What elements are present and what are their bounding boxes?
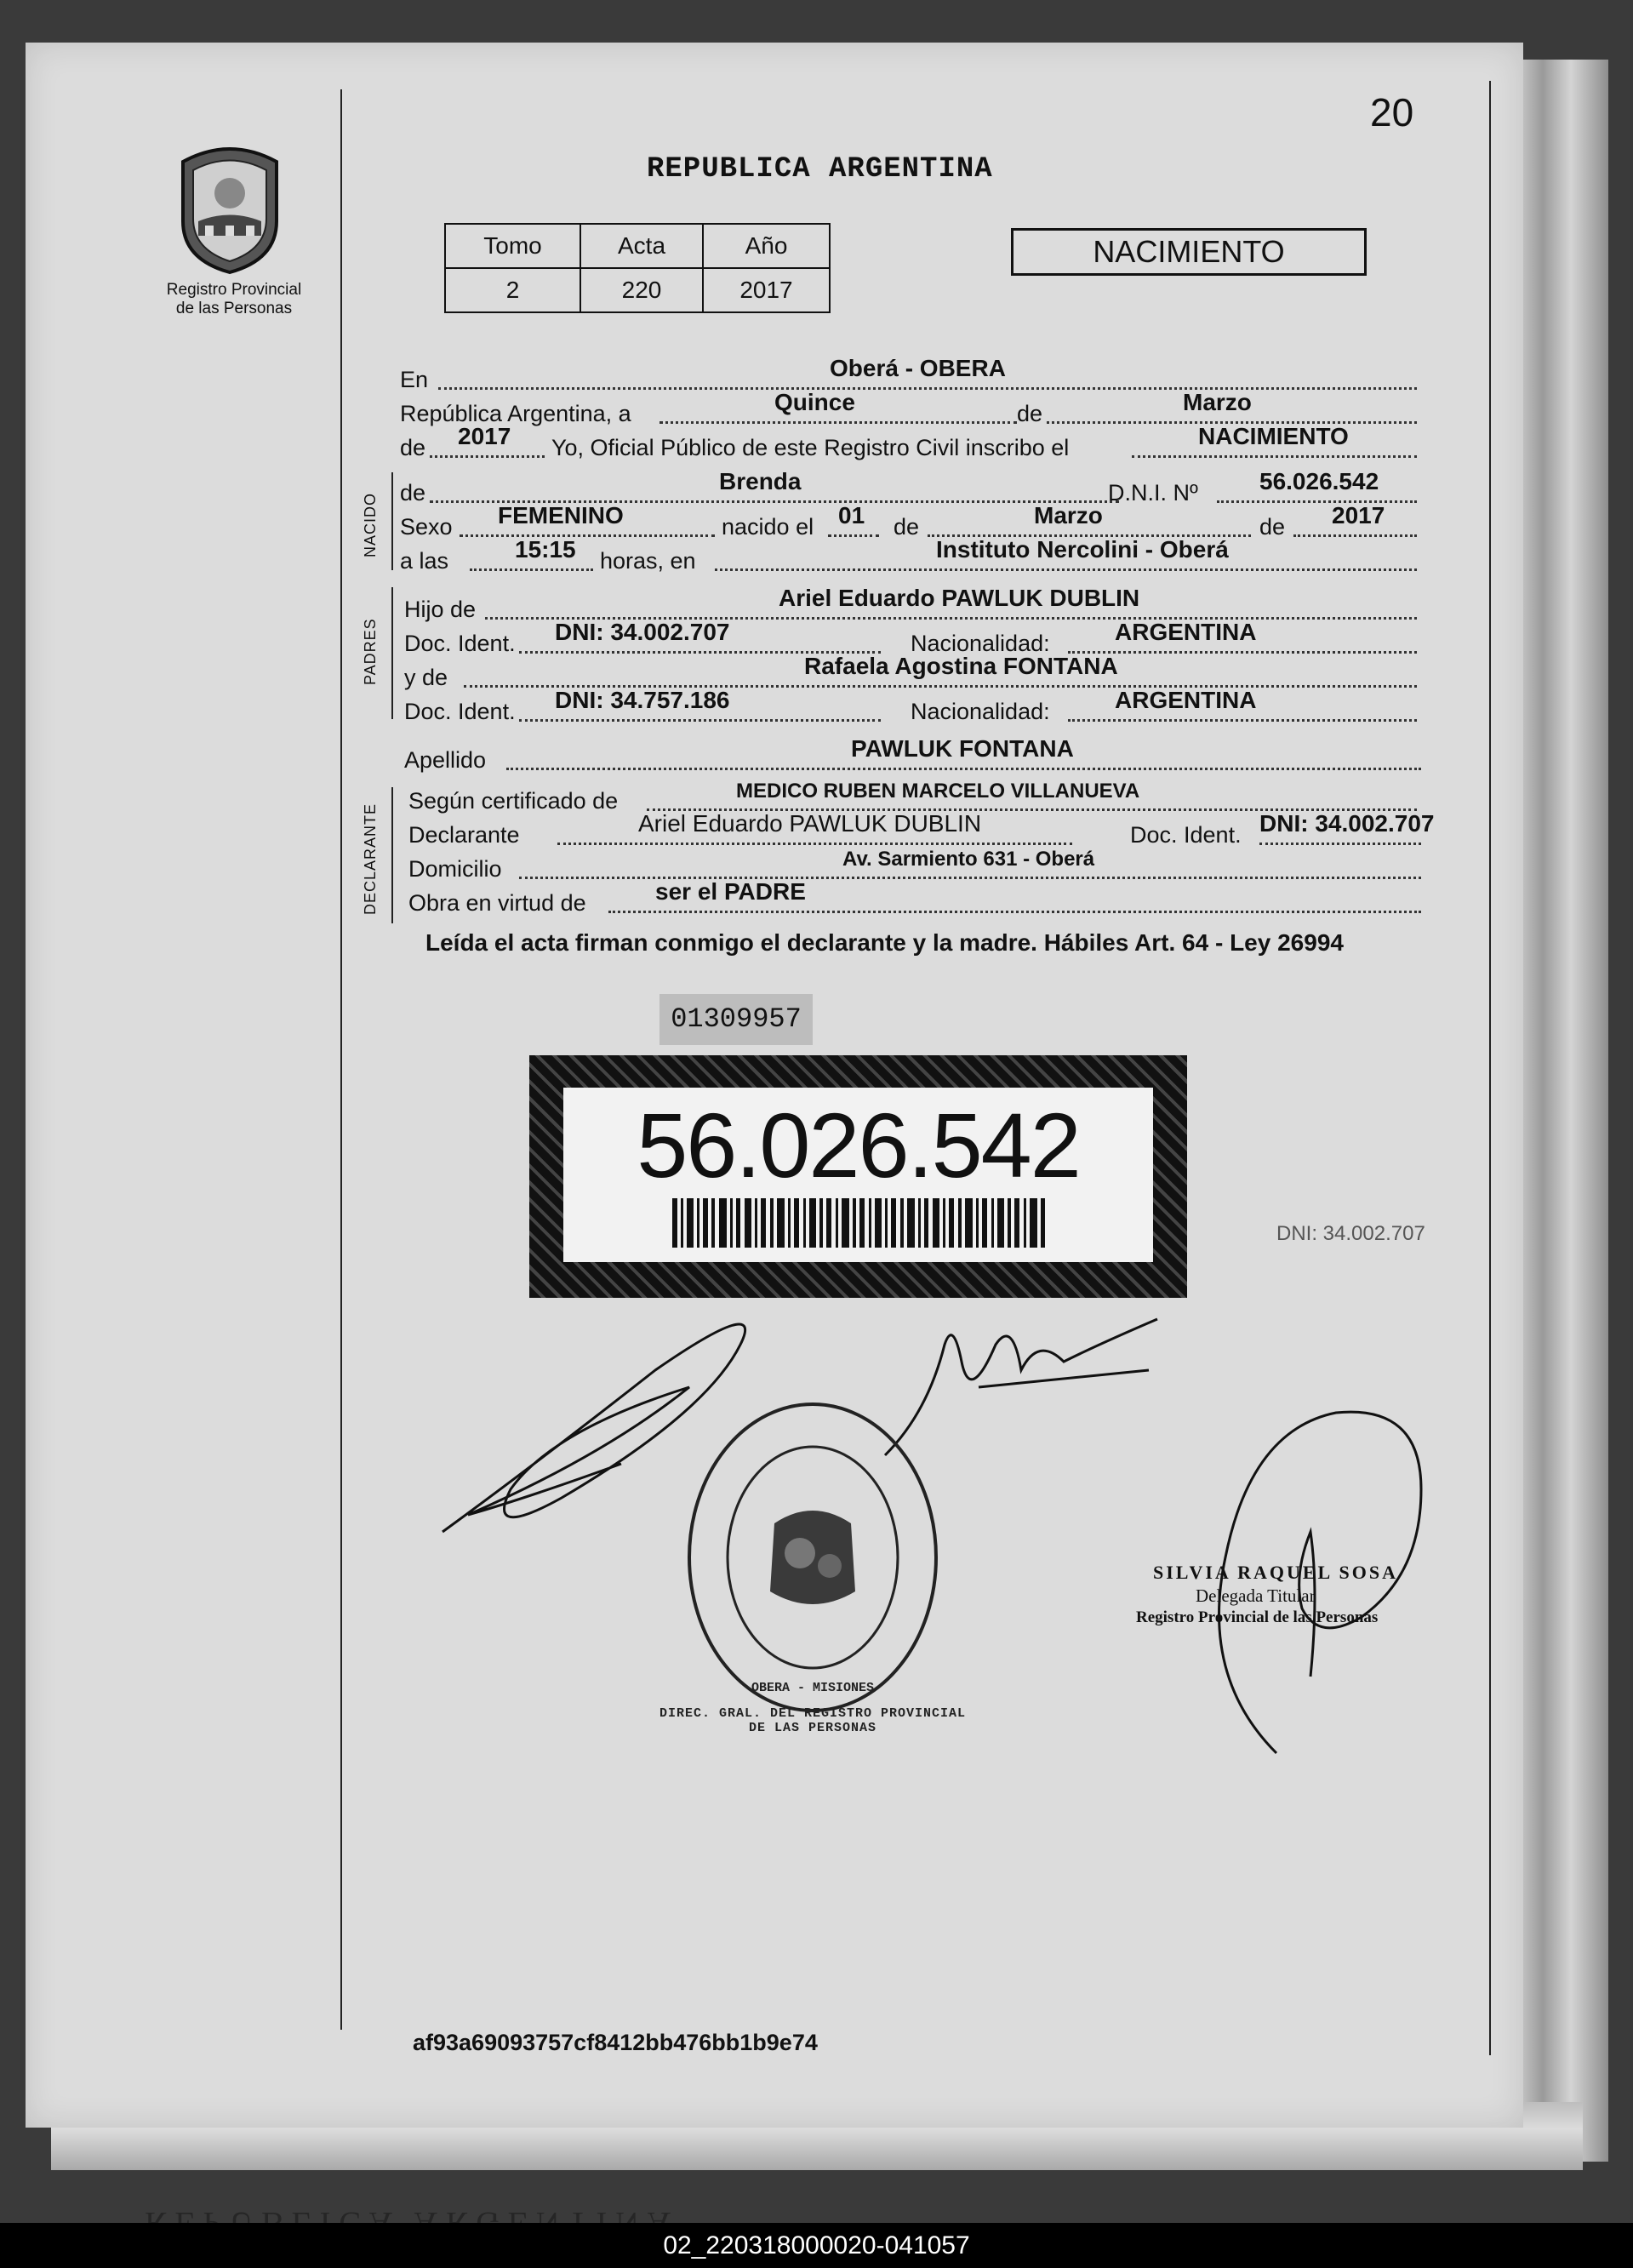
dotted-line xyxy=(828,534,879,537)
label-segun: Según certificado de xyxy=(408,788,619,814)
dotted-line xyxy=(608,911,1421,913)
label-de: de xyxy=(1259,514,1286,540)
value-declarant-doc: DNI: 34.002.707 xyxy=(1259,810,1435,837)
side-label-declarant: DECLARANTE xyxy=(362,803,379,915)
table-header-tomo: Tomo xyxy=(445,224,580,268)
dotted-line xyxy=(1293,534,1417,537)
label-nacionalidad: Nacionalidad: xyxy=(911,631,1050,656)
value-father-nat: ARGENTINA xyxy=(1115,619,1257,645)
line-address xyxy=(400,848,1438,887)
country-title: REPUBLICA ARGENTINA xyxy=(647,153,993,186)
value-father-doc: DNI: 34.002.707 xyxy=(555,619,730,645)
label-declarante: Declarante xyxy=(408,822,520,848)
value-declarant: Ariel Eduardo PAWLUK DUBLIN xyxy=(638,810,982,837)
label-nacido-el: nacido el xyxy=(722,514,814,540)
label-doc-ident-short: Doc. Ident. xyxy=(1130,822,1242,848)
value-month: Marzo xyxy=(1183,389,1252,415)
table-value-acta: 220 xyxy=(580,268,703,312)
table-header-ano: Año xyxy=(703,224,830,268)
label-sexo: Sexo xyxy=(400,514,453,540)
value-birth-place: Instituto Nercolini - Oberá xyxy=(936,536,1229,563)
label-republica: República Argentina, a xyxy=(400,401,631,426)
label-obra: Obra en virtud de xyxy=(408,890,586,916)
label-en: En xyxy=(400,367,429,392)
value-surname: PAWLUK FONTANA xyxy=(851,735,1074,762)
line-capacity xyxy=(400,878,1438,921)
dotted-line xyxy=(557,843,1072,845)
value-father: Ariel Eduardo PAWLUK DUBLIN xyxy=(779,585,1140,611)
emblem-caption-line1: Registro Provincial xyxy=(166,281,302,299)
value-year: 2017 xyxy=(458,423,511,449)
dotted-line xyxy=(659,421,1017,424)
left-margin-line xyxy=(340,89,342,2030)
province-emblem-icon xyxy=(166,140,294,277)
value-time: 15:15 xyxy=(515,536,576,563)
dotted-line xyxy=(1132,455,1417,458)
dotted-line xyxy=(1259,843,1421,845)
value-dni: 56.026.542 xyxy=(1259,468,1379,494)
document-hash: af93a69093757cf8412bb476bb1b9e74 xyxy=(413,2030,818,2055)
value-act-type: NACIMIENTO xyxy=(1198,423,1349,449)
official-office: Registro Provincial de las Personas xyxy=(1136,1608,1379,1626)
registry-table xyxy=(444,223,831,313)
dotted-line xyxy=(715,568,1417,571)
official-name: SILVIA RAQUEL SOSA xyxy=(1153,1562,1398,1583)
side-label-parents: PADRES xyxy=(362,618,379,685)
record-type-box: NACIMIENTO xyxy=(1011,228,1367,276)
emblem-caption-line2: de las Personas xyxy=(175,300,293,317)
value-mother-nat: ARGENTINA xyxy=(1115,687,1257,713)
dotted-line xyxy=(430,455,545,458)
dotted-line xyxy=(1217,500,1417,503)
sticker-label xyxy=(563,1088,1153,1262)
declarant-section-bracket xyxy=(391,787,393,923)
value-certificate: MEDICO RUBEN MARCELO VILLANUEVA xyxy=(736,780,1140,803)
value-capacity: ser el PADRE xyxy=(655,878,806,905)
official-stamp-icon xyxy=(681,1396,945,1719)
image-caption: 02_220318000020-041057 xyxy=(0,2223,1633,2268)
value-address: Av. Sarmiento 631 - Oberá xyxy=(842,848,1095,871)
label-domicilio: Domicilio xyxy=(408,856,502,882)
label-de: de xyxy=(894,514,920,540)
dotted-line xyxy=(460,534,715,537)
side-label-born: NACIDO xyxy=(362,492,379,557)
line-surname xyxy=(400,735,1438,778)
label-apellido: Apellido xyxy=(404,747,487,773)
value-name: Brenda xyxy=(719,468,802,494)
dotted-line xyxy=(1068,651,1417,654)
serial-number: 01309957 xyxy=(659,994,813,1045)
value-place: Oberá - OBERA xyxy=(830,355,1006,381)
official-role: Delegada Titular xyxy=(1196,1585,1316,1606)
dotted-line xyxy=(1068,719,1417,722)
id-sticker xyxy=(529,1055,1187,1298)
value-mother: Rafaela Agostina FONTANA xyxy=(804,653,1118,679)
value-birth-month: Marzo xyxy=(1034,502,1103,528)
value-birth-day: 01 xyxy=(838,502,865,528)
label-de: de xyxy=(1017,401,1043,426)
label-y-de: y de xyxy=(404,665,448,690)
born-section-bracket xyxy=(391,472,393,570)
sticker-number: 56.026.542 xyxy=(637,1094,1080,1197)
right-margin-line xyxy=(1489,81,1491,2055)
label-nacionalidad: Nacionalidad: xyxy=(911,699,1050,724)
barcode-icon xyxy=(672,1198,1047,1248)
label-horas-en: horas, en xyxy=(600,548,696,574)
value-birth-year: 2017 xyxy=(1332,502,1385,528)
book-edge xyxy=(1515,60,1608,2162)
label-de: de xyxy=(400,480,426,506)
legal-footnote: Leída el acta firman conmigo el declarante y la madre. Hábiles Art. 64 - Ley 26994 xyxy=(425,929,1344,956)
line-time-place xyxy=(400,536,1438,579)
label-doc-ident: Doc. Ident. xyxy=(404,699,516,724)
table-header-acta: Acta xyxy=(580,224,703,268)
label-a-las: a las xyxy=(400,548,449,574)
line-place xyxy=(400,355,1438,397)
line-inscription xyxy=(400,423,1438,466)
label-hijo-de: Hijo de xyxy=(404,597,477,622)
dotted-line xyxy=(506,768,1421,770)
table-value-tomo: 2 xyxy=(445,268,580,312)
label-dni: D.N.I. Nº xyxy=(1108,480,1198,506)
table-value-ano: 2017 xyxy=(703,268,830,312)
dotted-line xyxy=(438,387,1417,390)
emblem-caption xyxy=(145,281,323,318)
dotted-line xyxy=(519,877,1421,879)
label-yo: Yo, Oficial Público de este Registro Civil inscribo el xyxy=(551,435,1070,460)
parents-section-bracket xyxy=(391,587,393,719)
dotted-line xyxy=(470,568,593,571)
value-mother-doc: DNI: 34.757.186 xyxy=(555,687,730,713)
label-de: de xyxy=(400,435,426,460)
stamp-ring-text: DIREC. GRAL. DEL REGISTRO PROVINCIAL DE LAS PERSONAS xyxy=(659,1706,967,1735)
value-sex: FEMENINO xyxy=(498,502,624,528)
line-mother-doc xyxy=(400,687,1438,729)
bleed-through-dni: DNI: 34.002.707 xyxy=(1276,1222,1425,1245)
value-day: Quince xyxy=(774,389,855,415)
stamp-inner-text: OBERA - MISIONES xyxy=(751,1681,875,1695)
dotted-line xyxy=(519,719,881,722)
label-doc-ident: Doc. Ident. xyxy=(404,631,516,656)
page-number: 20 xyxy=(1370,90,1414,134)
